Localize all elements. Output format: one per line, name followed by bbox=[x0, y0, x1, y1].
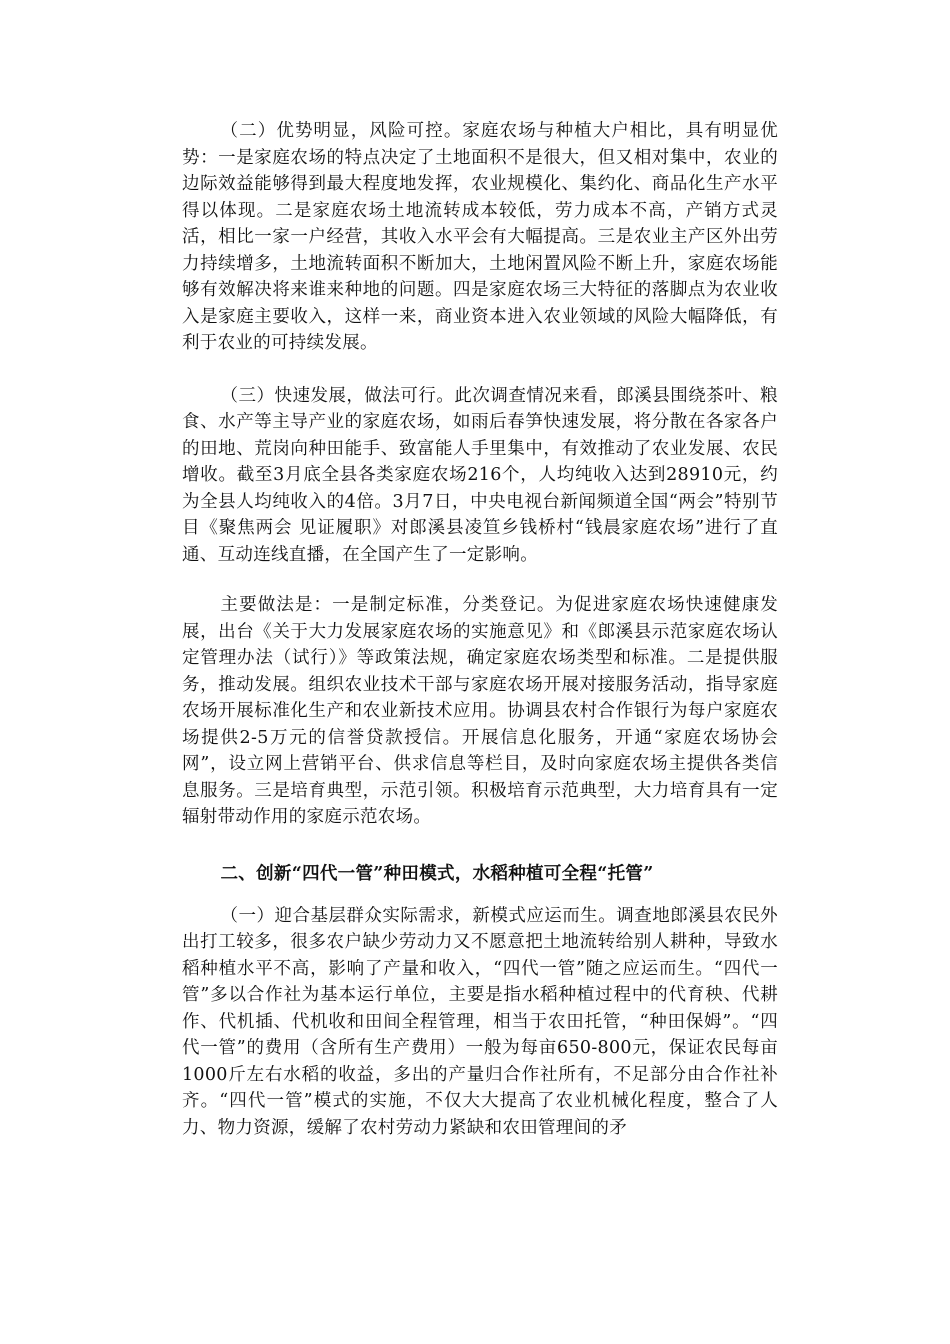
paragraph-main-practices: 主要做法是：一是制定标准，分类登记。为促进家庭农场快速健康发展，出台《关于大力发展家庭农场的实施意见》和《郎溪县示范家庭农场认定管理办法（试行）》等政策法规，确定家庭农场类型和标准。二是提供服务，推动发展。组织农业技术干部与家庭农场开展对接服务活动，指导家庭农场开展标准化生产和农业新技术应用。协调县农村合作银行为每户家庭农场提供2-5万元的信誉贷款授信。开展信息化服务，开通“家庭农场协会网”，设立网上营销平台、供求信息等栏目，及时向家庭农场主提供各类信息服务。三是培育典型，示范引领。积极培育示范典型，大力培育具有一定辐射带动作用的家庭示范农场。 bbox=[182, 595, 778, 827]
section-heading: 二、创新“四代一管”种田模式，水稻种植可全程“托管” bbox=[220, 863, 654, 884]
paragraph-rapid-development: （三）快速发展，做法可行。此次调查情况来看，郎溪县围绕茶叶、粮食、水产等主导产业的家庭农场，如雨后春笋快速发展，将分散在各家各户的田地、荒岗向种田能手、致富能人手里集中，有效推动了农业发展、农民增收。截至3月底全县各类家庭农场216个，人均纯收入达到28910元，约为全县人均纯收入的4倍。3月7日，中央电视台新闻频道全国“两会”特别节目《聚焦两会 见证履职》对郎溪县凌笪乡钱桥村“钱晨家庭农场”进行了直通、互动连线直播，在全国产生了一定影响。 bbox=[182, 385, 778, 565]
paragraph-advantages: （二）优势明显，风险可控。家庭农场与种植大户相比，具有明显优势：一是家庭农场的特点决定了土地面积不是很大，但又相对集中，农业的边际效益能够得到最大程度地发挥，农业规模化、集约化、商品化生产水平得以体现。二是家庭农场土地流转成本较低，劳力成本不高，产销方式灵活，相比一家一户经营，其收入水平会有大幅提高。三是农业主产区外出劳力持续增多，土地流转面积不断加大，土地闲置风险不断上升，家庭农场能够有效解决将来谁来种地的问题。四是家庭农场三大特征的落脚点为农业收入是家庭主要收入，这样一来，商业资本进入农业领域的风险大幅降低，有利于农业的可持续发展。 bbox=[182, 121, 778, 353]
paragraph-new-model: （一）迎合基层群众实际需求，新模式应运而生。调查地郎溪县农民外出打工较多，很多农户缺少劳动力又不愿意把土地流转给别人耕种，导致水稻种植水平不高，影响了产量和收入，“四代一管”随之应运而生。“四代一管”多以合作社为基本运行单位，主要是指水稻种植过程中的代育秧、代耕作、代机插、代机收和田间全程管理，相当于农田托管，“种田保姆”。“四代一管”的费用（含所有生产费用）一般为每亩650-800元，保证农民每亩1000斤左右水稻的收益，多出的产量归合作社所有，不足部分由合作社补齐。“四代一管”模式的实施，不仅大大提高了农业机械化程度，整合了人力、物力资源，缓解了农村劳动力紧缺和农田管理间的矛 bbox=[182, 905, 778, 1138]
document-page bbox=[182, 118, 778, 1141]
